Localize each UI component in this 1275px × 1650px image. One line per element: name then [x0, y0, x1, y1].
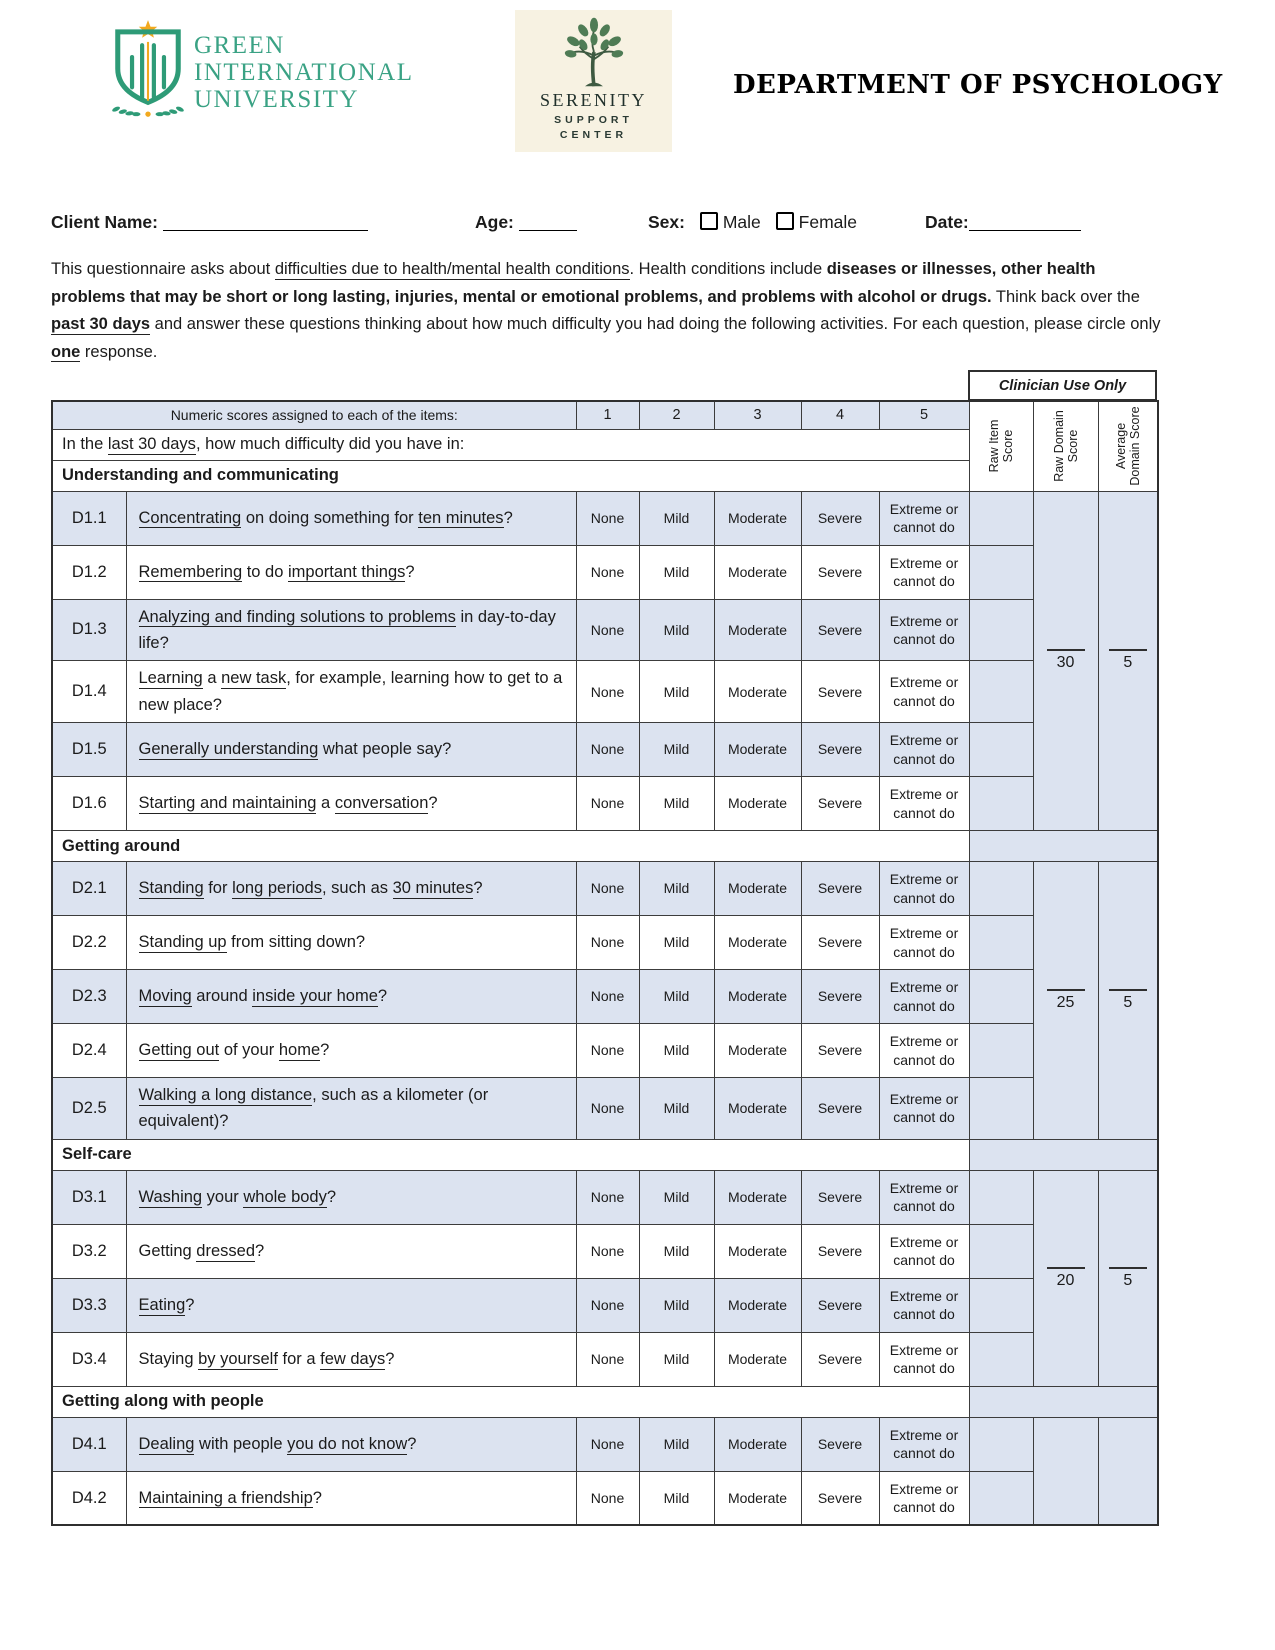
text-segment: , how much difficulty did you have in: — [195, 435, 465, 453]
option-none[interactable]: None — [576, 545, 639, 599]
text-segment: Dealing — [138, 1435, 195, 1454]
raw-domain-score-cell[interactable] — [1033, 1417, 1098, 1525]
section-title: Getting along with people — [52, 1386, 969, 1417]
text-segment: conversation — [334, 794, 429, 813]
option-none[interactable]: None — [576, 1417, 639, 1471]
option-severe[interactable]: Severe — [801, 1078, 879, 1140]
option-mild[interactable]: Mild — [639, 1471, 714, 1525]
raw-domain-score-cell[interactable]: 25 — [1033, 862, 1098, 1140]
age-group — [475, 212, 577, 233]
score-key-value: 1 — [576, 401, 639, 429]
raw-item-score-cell[interactable] — [969, 1170, 1033, 1224]
option-extreme-or-cannot-do[interactable]: Extreme or cannot do — [879, 1417, 969, 1471]
raw-item-score-cell[interactable] — [969, 1471, 1033, 1525]
option-extreme-or-cannot-do[interactable]: Extreme or cannot do — [879, 1471, 969, 1525]
question-text — [126, 1278, 576, 1332]
text-segment: past 30 days — [51, 315, 151, 333]
question-row — [52, 491, 1158, 545]
option-severe[interactable]: Severe — [801, 1332, 879, 1386]
age-input[interactable] — [519, 213, 577, 232]
score-key-value: 5 — [879, 401, 969, 429]
text-segment: important things — [288, 562, 406, 581]
question-text — [126, 1170, 576, 1224]
text-segment: one — [51, 342, 81, 361]
text-segment: ? — [185, 1296, 195, 1315]
text-segment: , for example, learning how to get to a new place? — [138, 669, 563, 714]
average-domain-score-cell[interactable]: 5 — [1098, 862, 1158, 1140]
text-segment: in day-to-day life? — [138, 607, 556, 652]
question-text — [126, 916, 576, 970]
question-id: D1.4 — [52, 661, 126, 723]
question-row — [52, 661, 1158, 723]
center-name: SERENITY — [540, 90, 647, 110]
option-mild[interactable]: Mild — [639, 545, 714, 599]
date-label: Date: — [925, 212, 969, 232]
clinician-band — [969, 831, 1158, 862]
text-segment: ? — [428, 794, 438, 813]
clinician-use-only-label: Clinician Use Only — [998, 377, 1127, 394]
question-row — [52, 862, 1158, 916]
raw-item-score-cell[interactable] — [969, 1332, 1033, 1386]
question-row — [52, 545, 1158, 599]
question-id: D1.3 — [52, 599, 126, 661]
university-wordmark — [194, 32, 413, 113]
option-mild[interactable]: Mild — [639, 777, 714, 831]
text-segment: ? — [377, 987, 388, 1006]
raw-domain-score-cell[interactable]: 20 — [1033, 1170, 1098, 1386]
text-segment: by yourself — [198, 1350, 278, 1369]
text-segment: new task — [221, 669, 287, 688]
question-row — [52, 916, 1158, 970]
text-segment: Analyzing and finding solutions to problems — [138, 607, 456, 626]
text-segment: ? — [473, 879, 483, 898]
text-segment: , such as — [321, 879, 393, 898]
raw-item-score-cell[interactable] — [969, 1024, 1033, 1078]
questionnaire-table — [51, 400, 1159, 1526]
question-id: D2.3 — [52, 970, 126, 1024]
raw-item-score-cell[interactable] — [969, 1078, 1033, 1140]
text-segment: long periods — [232, 879, 322, 898]
option-extreme-or-cannot-do[interactable]: Extreme or cannot do — [879, 916, 969, 970]
text-segment: what people say? — [318, 740, 452, 759]
text-segment: around — [191, 987, 253, 1006]
option-moderate[interactable]: Moderate — [714, 1224, 801, 1278]
text-segment: few days — [320, 1350, 386, 1369]
option-moderate[interactable]: Moderate — [714, 1332, 801, 1386]
question-row — [52, 599, 1158, 661]
text-segment: ? — [385, 1350, 395, 1369]
option-severe[interactable]: Severe — [801, 916, 879, 970]
female-label: Female — [798, 212, 858, 232]
option-moderate[interactable]: Moderate — [714, 862, 801, 916]
option-moderate[interactable]: Moderate — [714, 1024, 801, 1078]
option-moderate[interactable]: Moderate — [714, 1471, 801, 1525]
text-segment: of your — [219, 1041, 279, 1060]
option-severe[interactable]: Severe — [801, 723, 879, 777]
university-name-line: INTERNATIONAL — [194, 59, 414, 86]
section-title: Self-care — [52, 1139, 969, 1170]
section-header-row — [52, 1386, 1158, 1417]
raw-item-score-cell[interactable] — [969, 862, 1033, 916]
option-extreme-or-cannot-do[interactable]: Extreme or cannot do — [879, 723, 969, 777]
option-mild[interactable]: Mild — [639, 1078, 714, 1140]
text-segment: Remembering — [138, 562, 243, 581]
raw-domain-score-cell[interactable]: 30 — [1033, 491, 1098, 831]
option-mild[interactable]: Mild — [639, 1278, 714, 1332]
text-segment: ? — [405, 562, 415, 581]
question-id: D2.4 — [52, 1024, 126, 1078]
question-row — [52, 777, 1158, 831]
option-moderate[interactable]: Moderate — [714, 777, 801, 831]
text-segment: inside your home — [252, 987, 378, 1006]
question-id: D1.1 — [52, 491, 126, 545]
client-name-group — [51, 212, 368, 233]
option-severe[interactable]: Severe — [801, 1278, 879, 1332]
text-segment: ten minutes — [418, 508, 504, 527]
clinician-column-header: Raw Item Score — [969, 401, 1033, 491]
option-extreme-or-cannot-do[interactable]: Extreme or cannot do — [879, 599, 969, 661]
client-name-label: Client Name: — [51, 212, 158, 232]
text-segment: Getting out — [138, 1041, 220, 1060]
option-moderate[interactable]: Moderate — [714, 916, 801, 970]
clinician-use-only-box — [968, 370, 1157, 401]
question-id: D1.5 — [52, 723, 126, 777]
score-key-row — [52, 401, 1158, 429]
option-mild[interactable]: Mild — [639, 862, 714, 916]
text-segment: 30 minutes — [392, 879, 474, 898]
option-none[interactable]: None — [576, 599, 639, 661]
raw-item-score-cell[interactable] — [969, 723, 1033, 777]
option-mild[interactable]: Mild — [639, 1024, 714, 1078]
score-key-value: 2 — [639, 401, 714, 429]
option-severe[interactable]: Severe — [801, 545, 879, 599]
text-segment: ? — [503, 508, 513, 527]
question-id: D3.2 — [52, 1224, 126, 1278]
option-extreme-or-cannot-do[interactable]: Extreme or cannot do — [879, 1332, 969, 1386]
raw-item-score-cell[interactable] — [969, 777, 1033, 831]
option-none[interactable]: None — [576, 970, 639, 1024]
question-id: D3.1 — [52, 1170, 126, 1224]
clinician-column-header: Raw Domain Score — [1033, 401, 1098, 491]
option-none[interactable]: None — [576, 1332, 639, 1386]
average-domain-score-cell[interactable]: 5 — [1098, 1170, 1158, 1386]
option-none[interactable]: None — [576, 777, 639, 831]
text-segment: Generally understanding — [138, 740, 319, 759]
question-row — [52, 1332, 1158, 1386]
text-segment: In the — [62, 435, 108, 453]
question-row — [52, 1024, 1158, 1078]
university-name-line: UNIVERSITY — [194, 86, 359, 113]
raw-item-score-cell[interactable] — [969, 1417, 1033, 1471]
question-text — [126, 862, 576, 916]
text-segment: ? — [320, 1041, 330, 1060]
section-title: Understanding and communicating — [52, 460, 969, 491]
female-checkbox[interactable] — [776, 212, 794, 230]
text-segment: home — [278, 1041, 321, 1060]
question-text — [126, 1078, 576, 1140]
question-text — [126, 723, 576, 777]
sex-group — [648, 212, 857, 233]
question-row — [52, 1170, 1158, 1224]
option-moderate[interactable]: Moderate — [714, 1417, 801, 1471]
option-moderate[interactable]: Moderate — [714, 970, 801, 1024]
text-segment: Standing up — [138, 933, 227, 952]
option-moderate[interactable]: Moderate — [714, 1278, 801, 1332]
option-mild[interactable]: Mild — [639, 723, 714, 777]
option-none[interactable]: None — [576, 862, 639, 916]
option-none[interactable]: None — [576, 916, 639, 970]
text-segment: difficulties due to health/mental health conditions — [274, 260, 630, 278]
question-text — [126, 1417, 576, 1471]
option-extreme-or-cannot-do[interactable]: Extreme or cannot do — [879, 777, 969, 831]
question-row — [52, 1278, 1158, 1332]
option-mild[interactable]: Mild — [639, 1170, 714, 1224]
text-segment: Think back over the — [991, 287, 1140, 306]
score-key-value: 3 — [714, 401, 801, 429]
text-segment: a — [202, 669, 222, 688]
option-mild[interactable]: Mild — [639, 491, 714, 545]
option-moderate[interactable]: Moderate — [714, 545, 801, 599]
text-segment: diseases or illnesses, other health problems that may be short or long lasting, injuries, mental or emotional problems, and problems with alcohol or drugs. — [51, 260, 1096, 306]
intro-paragraph — [51, 256, 1161, 366]
question-text — [126, 1332, 576, 1386]
option-none[interactable]: None — [576, 723, 639, 777]
section-title: Getting around — [52, 831, 969, 862]
serenity-tree-icon — [557, 16, 631, 88]
question-id: D2.5 — [52, 1078, 126, 1140]
option-extreme-or-cannot-do[interactable]: Extreme or cannot do — [879, 1224, 969, 1278]
text-segment: . Health conditions include — [629, 260, 827, 278]
text-segment: with people — [194, 1435, 288, 1454]
raw-item-score-cell[interactable] — [969, 599, 1033, 661]
option-moderate[interactable]: Moderate — [714, 1078, 801, 1140]
raw-item-score-cell[interactable] — [969, 970, 1033, 1024]
text-segment: Concentrating — [138, 508, 242, 527]
option-mild[interactable]: Mild — [639, 916, 714, 970]
date-input[interactable] — [969, 213, 1081, 232]
question-id: D4.2 — [52, 1471, 126, 1525]
question-text — [126, 599, 576, 661]
option-none[interactable]: None — [576, 1024, 639, 1078]
option-none[interactable]: None — [576, 1278, 639, 1332]
option-extreme-or-cannot-do[interactable]: Extreme or cannot do — [879, 862, 969, 916]
client-info-row — [0, 212, 1275, 240]
text-segment: Learning — [138, 669, 203, 688]
question-text — [126, 545, 576, 599]
option-extreme-or-cannot-do[interactable]: Extreme or cannot do — [879, 1078, 969, 1140]
option-extreme-or-cannot-do[interactable]: Extreme or cannot do — [879, 661, 969, 723]
clinician-band — [969, 1139, 1158, 1170]
average-domain-score-cell[interactable]: 5 — [1098, 491, 1158, 831]
question-text — [126, 1024, 576, 1078]
text-segment: ? — [407, 1435, 417, 1454]
option-extreme-or-cannot-do[interactable]: Extreme or cannot do — [879, 545, 969, 599]
question-text — [126, 1224, 576, 1278]
option-severe[interactable]: Severe — [801, 777, 879, 831]
text-segment: Walking a long distance — [138, 1086, 313, 1105]
male-label: Male — [722, 212, 761, 232]
text-segment: to do — [242, 562, 288, 581]
option-severe[interactable]: Severe — [801, 862, 879, 916]
university-shield-icon — [106, 20, 190, 126]
raw-item-score-cell[interactable] — [969, 661, 1033, 723]
option-moderate[interactable]: Moderate — [714, 1170, 801, 1224]
option-moderate[interactable]: Moderate — [714, 599, 801, 661]
option-mild[interactable]: Mild — [639, 970, 714, 1024]
question-row — [52, 1224, 1158, 1278]
prompt-cell — [52, 429, 969, 460]
raw-item-score-cell[interactable] — [969, 545, 1033, 599]
option-moderate[interactable]: Moderate — [714, 723, 801, 777]
option-mild[interactable]: Mild — [639, 1417, 714, 1471]
question-row — [52, 723, 1158, 777]
text-segment: Starting and maintaining — [138, 794, 317, 813]
question-text — [126, 661, 576, 723]
option-none[interactable]: None — [576, 661, 639, 723]
option-severe[interactable]: Severe — [801, 661, 879, 723]
raw-item-score-cell[interactable] — [969, 491, 1033, 545]
option-severe[interactable]: Severe — [801, 599, 879, 661]
question-id: D3.4 — [52, 1332, 126, 1386]
text-segment: a — [316, 794, 335, 813]
support-center-logo — [515, 10, 672, 152]
option-none[interactable]: None — [576, 1170, 639, 1224]
option-extreme-or-cannot-do[interactable]: Extreme or cannot do — [879, 1024, 969, 1078]
text-segment: Moving — [138, 987, 192, 1006]
date-group — [925, 212, 1081, 233]
text-segment: response. — [80, 342, 158, 361]
option-moderate[interactable]: Moderate — [714, 491, 801, 545]
text-segment: , such as a kilometer (or equivalent)? — [138, 1086, 489, 1131]
age-label: Age: — [475, 212, 514, 232]
text-segment: ? — [312, 1488, 322, 1507]
text-segment: last 30 days — [107, 435, 196, 453]
average-domain-score-cell[interactable] — [1098, 1417, 1158, 1525]
text-segment: for — [203, 879, 233, 898]
text-segment: dressed — [196, 1242, 255, 1261]
option-moderate[interactable]: Moderate — [714, 661, 801, 723]
text-segment: Eating — [138, 1296, 186, 1315]
text-segment: This questionnaire asks about — [51, 260, 275, 278]
question-text — [126, 777, 576, 831]
option-mild[interactable]: Mild — [639, 1332, 714, 1386]
option-severe[interactable]: Severe — [801, 1471, 879, 1525]
option-mild[interactable]: Mild — [639, 1224, 714, 1278]
option-extreme-or-cannot-do[interactable]: Extreme or cannot do — [879, 1278, 969, 1332]
text-segment: ? — [326, 1188, 337, 1207]
questionnaire-table-wrap — [51, 400, 1159, 1526]
clinician-band — [969, 1386, 1158, 1417]
option-none[interactable]: None — [576, 1078, 639, 1140]
department-title: DEPARTMENT OF PSYCHOLOGY — [733, 70, 1223, 100]
question-id: D1.6 — [52, 777, 126, 831]
question-text — [126, 970, 576, 1024]
option-severe[interactable]: Severe — [801, 970, 879, 1024]
text-segment: Getting — [138, 1242, 197, 1261]
clinician-column-header: Average Domain Score — [1098, 401, 1158, 491]
sex-label: Sex: — [648, 212, 685, 232]
text-segment: whole body — [243, 1188, 327, 1207]
option-severe[interactable]: Severe — [801, 1024, 879, 1078]
question-id: D2.1 — [52, 862, 126, 916]
raw-item-score-cell[interactable] — [969, 916, 1033, 970]
option-mild[interactable]: Mild — [639, 661, 714, 723]
question-id: D1.2 — [52, 545, 126, 599]
center-sub2: CENTER — [559, 129, 628, 141]
raw-item-score-cell[interactable] — [969, 1224, 1033, 1278]
client-name-input[interactable] — [163, 213, 368, 232]
option-severe[interactable]: Severe — [801, 1170, 879, 1224]
question-id: D2.2 — [52, 916, 126, 970]
text-segment: for a — [277, 1350, 321, 1369]
score-key-label: Numeric scores assigned to each of the items: — [52, 401, 576, 429]
section-header-row — [52, 831, 1158, 862]
option-extreme-or-cannot-do[interactable]: Extreme or cannot do — [879, 491, 969, 545]
male-checkbox[interactable] — [700, 212, 718, 230]
question-row — [52, 970, 1158, 1024]
raw-item-score-cell[interactable] — [969, 1278, 1033, 1332]
text-segment: from sitting down? — [226, 933, 366, 952]
text-segment: Standing — [138, 879, 204, 898]
text-segment: Washing — [138, 1188, 203, 1207]
option-mild[interactable]: Mild — [639, 599, 714, 661]
question-row — [52, 1078, 1158, 1140]
option-severe[interactable]: Severe — [801, 1224, 879, 1278]
center-sub1: SUPPORT — [554, 114, 633, 126]
question-id: D4.1 — [52, 1417, 126, 1471]
text-segment: your — [202, 1188, 244, 1207]
option-none[interactable]: None — [576, 1471, 639, 1525]
text-segment: ? — [255, 1242, 265, 1261]
score-key-value: 4 — [801, 401, 879, 429]
question-text — [126, 491, 576, 545]
text-segment: Maintaining a friendship — [138, 1488, 313, 1507]
option-severe[interactable]: Severe — [801, 1417, 879, 1471]
text-segment: you do not know — [287, 1435, 408, 1454]
option-extreme-or-cannot-do[interactable]: Extreme or cannot do — [879, 1170, 969, 1224]
question-id: D3.3 — [52, 1278, 126, 1332]
text-segment: Staying — [138, 1350, 199, 1369]
text-segment: and answer these questions thinking about how much difficulty you had doing the following activities. For each question, please circle only — [150, 315, 1161, 333]
text-segment: on doing something for — [241, 508, 419, 527]
section-header-row — [52, 1139, 1158, 1170]
option-none[interactable]: None — [576, 1224, 639, 1278]
option-extreme-or-cannot-do[interactable]: Extreme or cannot do — [879, 970, 969, 1024]
university-name-line: GREEN — [194, 32, 285, 59]
question-row — [52, 1417, 1158, 1471]
question-text — [126, 1471, 576, 1525]
option-none[interactable]: None — [576, 491, 639, 545]
question-row — [52, 1471, 1158, 1525]
option-severe[interactable]: Severe — [801, 491, 879, 545]
